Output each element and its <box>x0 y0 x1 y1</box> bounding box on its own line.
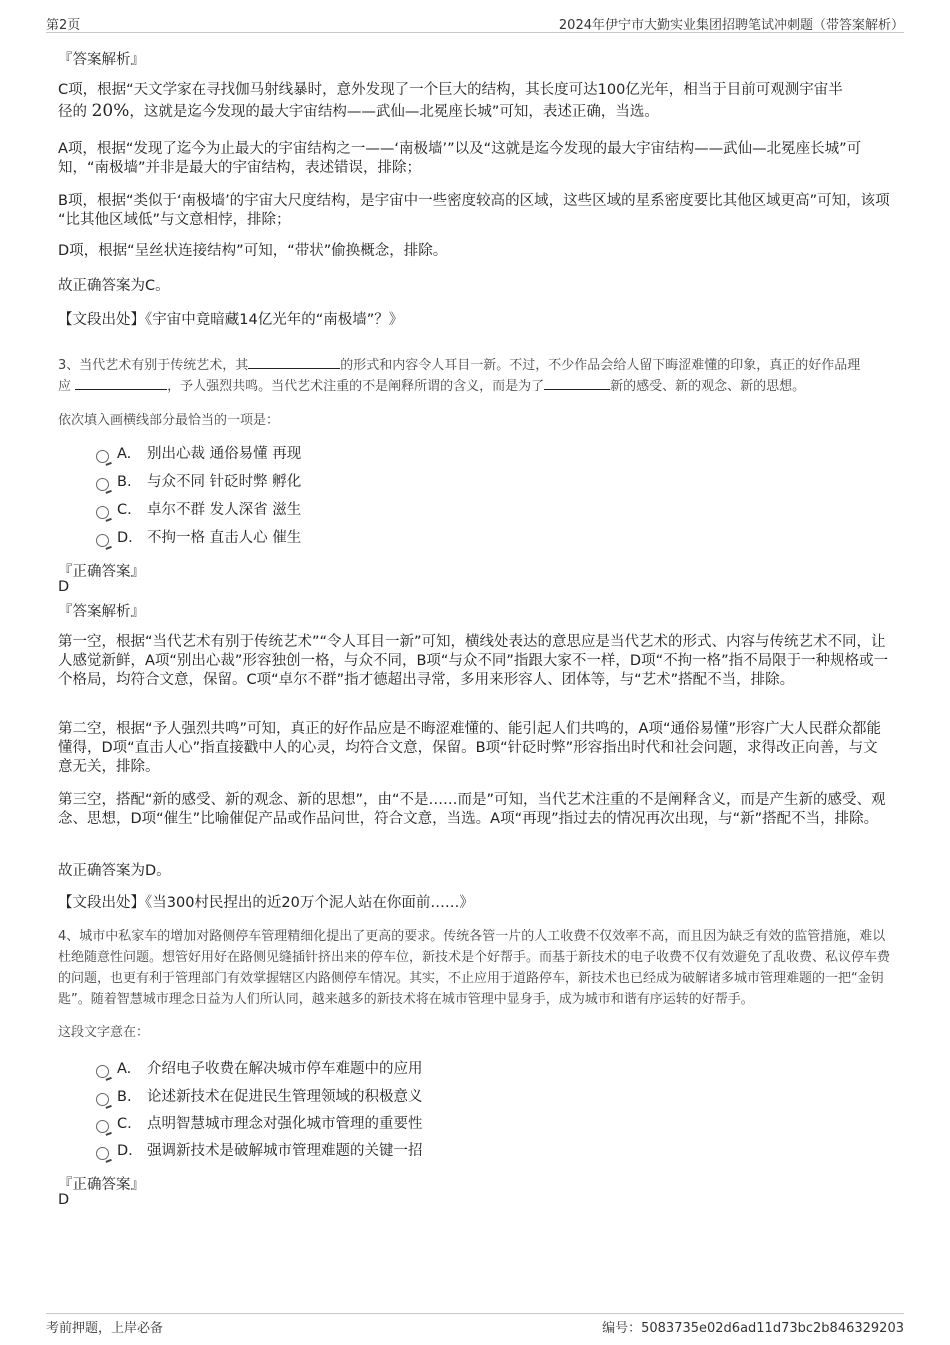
document-id: 编号：5083735e02d6ad11d73bc2b846329203 <box>602 1321 904 1336</box>
q3-option-d[interactable]: D. 不拘一格 直击人心 催生 <box>96 528 301 548</box>
blank-2 <box>75 376 167 390</box>
q2-option-b-analysis: B项，根据“类似于‘南极墙’的宇宙大尺度结构，是宇宙中一些密度较高的区域，这些区域的星系密度要比其他区域更高”可知，该项 “比其他区域低”与文意相悖，排除； <box>58 193 890 228</box>
q4-option-b[interactable]: B. 论述新技术在促进民生管理领域的积极意义 <box>96 1087 423 1107</box>
radio-icon[interactable] <box>96 1120 109 1133</box>
page-number: 第2页 <box>46 18 81 33</box>
q3-analysis-p2: 第二空，根据“予人强烈共鸣”可知，真正的好作品应是不晦涩难懂的、能引起人们共鸣的，A项“通俗易懂”形容广大人民群众都能懂得，D项“直击人心”指直接戳中人的心灵，均符合文意，保留。B项“针砭时弊”形容指出时代和社会问题，求得改正向善，与文意无关，排除。 <box>58 721 881 775</box>
radio-icon[interactable] <box>96 534 109 547</box>
page-header <box>46 10 904 33</box>
q3-correct-answer: D <box>58 579 70 595</box>
q2-option-d-analysis: D项，根据“呈丝状连接结构”可知，“带状”偷换概念，排除。 <box>58 243 448 259</box>
radio-icon[interactable] <box>96 478 109 491</box>
radio-icon[interactable] <box>96 1065 109 1078</box>
radio-icon[interactable] <box>96 1093 109 1106</box>
q3-option-c[interactable]: C. 卓尔不群 发人深省 滋生 <box>96 500 301 520</box>
q4-stem: 4、城市中私家车的增加对路侧停车管理精细化提出了更高的要求。传统各管一片的人工收费不仅效率不高，而且因为缺乏有效的监管措施，难以杜绝随意性问题。想管好用好在路侧见缝插针挤出来的停车位，新技术是个好帮手。而基于新技术的电子收费不仅有效避免了乱收费、私议停车费的问题，也更有利于管理部门有效掌握辖区内路侧停车情况。其实，不止应用于道路停车，新技术也已经成为破解诸多城市管理难题的一把“金钥匙”。随着智慧城市理念日益为人们所认同，越来越多的新技术将在城市管理中显身手，成为城市和谐有序运转的好帮手。 <box>58 929 891 1007</box>
radio-icon[interactable] <box>96 506 109 519</box>
q3-option-b[interactable]: B. 与众不同 针砭时弊 孵化 <box>96 472 301 492</box>
q2-analysis-label: 『答案解析』 <box>58 52 145 68</box>
q2-c-line1: C项，根据“天文学家在寻找伽马射线暴时，意外发现了一个巨大的结构，其长度可达100亿光年，相当于目前可观测宇宙半 <box>58 82 843 98</box>
q2-option-a-analysis: A项，根据“发现了迄今为止最大的宇宙结构之一——‘南极墙’”以及“这就是迄今发现的最大宇宙结构——武仙—北冕座长城”可知，“南极墙”并非是最大的宇宙结构，表述错误，排除； <box>58 141 862 176</box>
q4-option-a[interactable]: A. 介绍电子收费在解决城市停车难题中的应用 <box>96 1059 423 1079</box>
footer-slogan: 考前押题，上岸必备 <box>46 1321 164 1336</box>
q2-source: 【文段出处】《宇宙中竟暗藏14亿光年的“南极墙”？》 <box>58 312 404 328</box>
q3-option-a[interactable]: A. 别出心裁 通俗易懂 再现 <box>96 444 301 464</box>
q4-option-d[interactable]: D. 强调新技术是破解城市管理难题的关键一招 <box>96 1141 423 1161</box>
q3-analysis-label: 『答案解析』 <box>58 604 145 620</box>
blank-3 <box>544 376 610 390</box>
page-footer <box>46 1313 904 1336</box>
q3-correct-label: 『正确答案』 <box>58 564 145 580</box>
q2-c-percent: 20% <box>91 101 130 121</box>
q3-stem: 3、当代艺术有别于传统艺术，其 的形式和内容令人耳目一新。不过，不少作品会给人留下晦涩难懂的印象，真正的好作品理 应 ，予人强烈共鸣。当代艺术注重的不是阐释所谓的含义，而是为了 新的感受、新的观念、新的思想。 <box>58 355 890 397</box>
q3-prompt: 依次填入画横线部分最恰当的一项是： <box>58 413 280 428</box>
q3-conclusion: 故正确答案为D。 <box>58 863 171 879</box>
radio-icon[interactable] <box>96 450 109 463</box>
radio-icon[interactable] <box>96 1147 109 1160</box>
q3-analysis-p3: 第三空，搭配“新的感受、新的观念、新的思想”，由“不是……而是”可知，当代艺术注重的不是阐释含义，而是产生新的感受、观念、思想，D项“催生”比喻催促产品或作品问世，符合文意，当选。A项“再现”指过去的情况再次出现，与“新”搭配不当，排除。 <box>58 792 886 827</box>
q3-source: 【文段出处】《当300村民捏出的近20万个泥人站在你面前……》 <box>58 895 474 911</box>
q2-conclusion: 故正确答案为C。 <box>58 278 170 294</box>
q3-analysis-p1: 第一空，根据“当代艺术有别于传统艺术”“令人耳目一新”可知，横线处表达的意思应是当代艺术的形式、内容与传统艺术不同，让人感觉新鲜，A项“别出心裁”形容独创一格，与众不同，B项“与众不同”指跟大家不一样，D项“不拘一格”指不局限于一种规格或一个格局，均符合文意，保留。C项“卓尔不群”指才德超出寻常，多用来形容人、团体等，与“艺术”搭配不当，排除。 <box>58 634 889 688</box>
q4-correct-answer: D <box>58 1192 70 1208</box>
q4-correct-label: 『正确答案』 <box>58 1177 145 1193</box>
q4-option-c[interactable]: C. 点明智慧城市理念对强化城市管理的重要性 <box>96 1114 423 1134</box>
q2-option-c-analysis: C项，根据“天文学家在寻找伽马射线暴时，意外发现了一个巨大的结构，其长度可达100亿光年，相当于目前可观测宇宙半 径的 20%，这就是迄今发现的最大宇宙结构——武仙—北冕座长城”可知，表述正确，当选。 <box>58 81 890 122</box>
blank-1 <box>248 355 340 369</box>
document-title: 2024年伊宁市大勤实业集团招聘笔试冲刺题（带答案解析） <box>558 18 904 33</box>
q4-prompt: 这段文字意在： <box>58 1025 150 1040</box>
